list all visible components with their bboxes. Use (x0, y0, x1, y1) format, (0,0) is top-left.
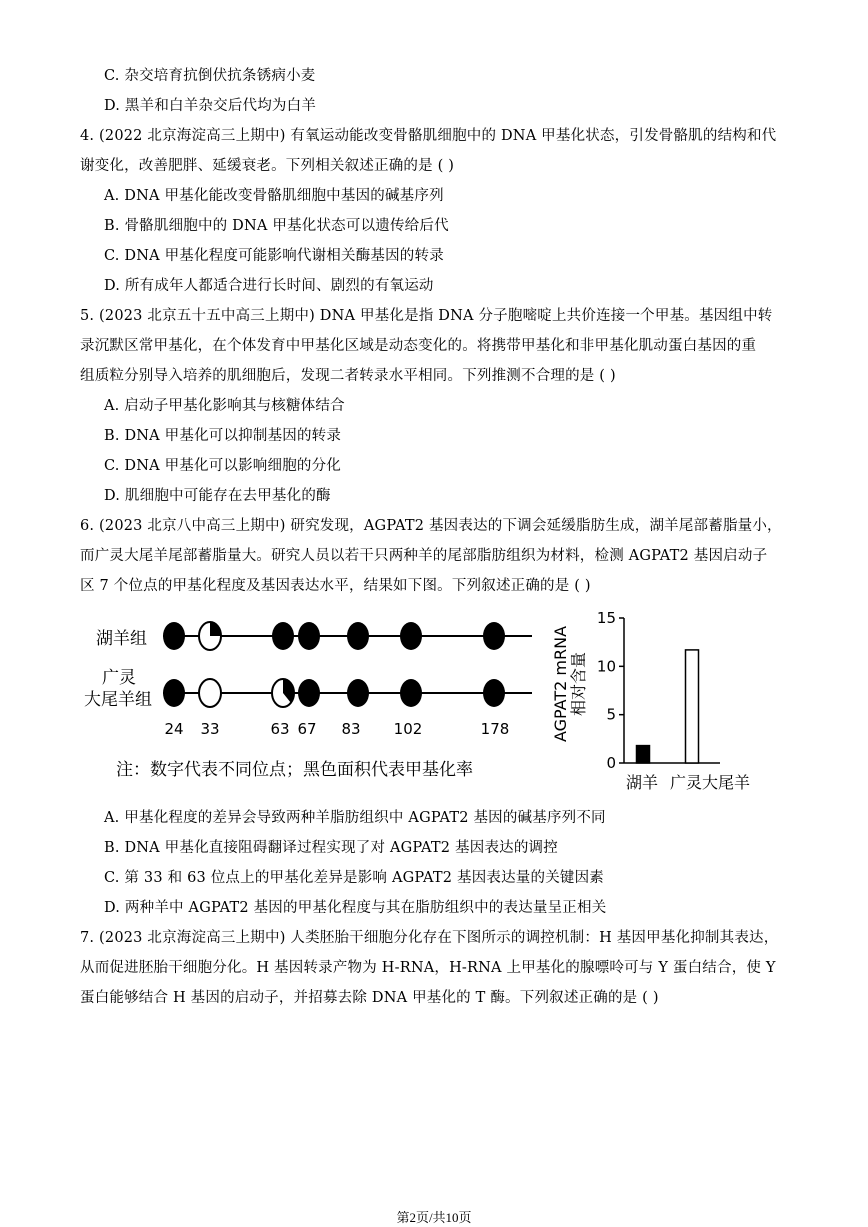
site-label-33: 33 (200, 720, 220, 738)
row2-site-67 (298, 679, 320, 707)
q6-stem-line2: 而广灵大尾羊尾部蓄脂量大。研究人员以若干只两种羊的尾部脂肪组织为材料，检测 AGPAT2 基因启动子 (80, 548, 768, 564)
q7-stem-line3: 蛋白能够结合 H 基因的启动子，并招募去除 DNA 甲基化的 T 酶。下列叙述正确的是 ( ) (80, 990, 659, 1006)
row2-site-33 (199, 679, 221, 707)
chart-ytick-label-1: 5 (606, 705, 616, 724)
chart-ytick-label-3: 15 (596, 609, 616, 627)
chart-ylabel-line1: AGPAT2 mRNA (551, 625, 570, 743)
q6-option-a: A. 甲基化程度的差异会导致两种羊脂肪组织中 AGPAT2 基因的碱基序列不同 (104, 810, 606, 826)
q5-option-a: A. 启动子甲基化影响其与核糖体结合 (104, 398, 345, 414)
row2-site-24 (163, 679, 185, 707)
site-label-83: 83 (341, 720, 361, 738)
q5-stem-line3: 组质粒分别导入培养的肌细胞后，发现二者转录水平相同。下列推测不合理的是 ( ) (80, 368, 616, 384)
row1-site-83 (347, 622, 369, 650)
row1-site-63 (272, 622, 294, 650)
row2-label-line1: 广灵 (102, 668, 136, 688)
row1-site-33 (199, 622, 221, 650)
site-label-178: 178 (480, 720, 510, 738)
q5-option-d: D. 肌细胞中可能存在去甲基化的酶 (104, 488, 331, 504)
chart-ytick-label-2: 10 (596, 657, 616, 676)
q5-stem-line1: 5. (2023 北京五十五中高三上期中) DNA 甲基化是指 DNA 分子胞嘧啶上共价连接一个甲基。基因组中转 (80, 308, 773, 324)
row2-label-line2: 大尾羊组 (84, 690, 152, 710)
chart-category-1: 广灵大尾羊 (669, 773, 751, 792)
row2-site-83 (347, 679, 369, 707)
q7-stem-line2: 从而促进胚胎干细胞分化。H 基因转录产物为 H-RNA，H-RNA 上甲基化的腺嘌呤可与 Y 蛋白结合，使 Y (80, 960, 776, 976)
q7-stem-line1: 7. (2023 北京海淀高三上期中) 人类胚胎干细胞分化存在下图所示的调控机制：H 基因甲基化抑制其表达， (80, 930, 779, 946)
row2-site-102 (400, 679, 422, 707)
row1-label: 湖羊组 (96, 629, 147, 649)
q5-option-c: C. DNA 甲基化可以影响细胞的分化 (104, 458, 341, 474)
q6-stem-line3: 区 7 个位点的甲基化程度及基因表达水平，结果如下图。下列叙述正确的是 ( ) (80, 578, 591, 594)
q4-option-c: C. DNA 甲基化程度可能影响代谢相关酶基因的转录 (104, 248, 444, 264)
q5-stem-line2: 录沉默区常甲基化，在个体发育中甲基化区域是动态变化的。将携带甲基化和非甲基化肌动蛋白基因的重 (80, 338, 757, 354)
q4-stem-line1: 4. (2022 北京海淀高三上期中) 有氧运动能改变骨骼肌细胞中的 DNA 甲基化状态，引发骨骼肌的结构和代 (80, 128, 777, 144)
site-label-67: 67 (297, 720, 317, 738)
site-label-24: 24 (164, 720, 184, 738)
site-label-102: 102 (393, 720, 423, 738)
figure-note: 注：数字代表不同位点；黑色面积代表甲基化率 (116, 760, 473, 780)
q4-option-b: B. 骨骼肌细胞中的 DNA 甲基化状态可以遗传给后代 (104, 218, 449, 234)
page-footer: 第2页/共10页 (396, 1210, 472, 1225)
row1-site-67 (298, 622, 320, 650)
q4-option-a: A. DNA 甲基化能改变骨骼肌细胞中基因的碱基序列 (104, 188, 444, 204)
chart-ytick-label-0: 0 (606, 754, 616, 772)
row1-site-178 (483, 622, 505, 650)
chart-bar-0 (637, 746, 650, 763)
q3-option-c: C. 杂交培育抗倒伏抗条锈病小麦 (104, 68, 316, 84)
chart-ylabel-line2: 相对含量 (569, 651, 588, 717)
q5-option-b: B. DNA 甲基化可以抑制基因的转录 (104, 428, 342, 444)
row2-site-178 (483, 679, 505, 707)
chart-category-0: 湖羊 (625, 773, 659, 792)
q4-stem-line2: 谢变化，改善肥胖、延缓衰老。下列相关叙述正确的是 ( ) (80, 158, 455, 174)
chart-bar-1 (686, 650, 699, 763)
site-label-63: 63 (270, 720, 290, 738)
q6-option-d: D. 两种羊中 AGPAT2 基因的甲基化程度与其在脂肪组织中的表达量呈正相关 (104, 900, 607, 916)
q6-figure (80, 600, 780, 800)
row1-site-102 (400, 622, 422, 650)
q6-stem-line1: 6. (2023 北京八中高三上期中) 研究发现，AGPAT2 基因表达的下调会延缓脂肪生成，湖羊尾部蓄脂量小， (80, 518, 782, 534)
q6-option-b: B. DNA 甲基化直接阻碍翻译过程实现了对 AGPAT2 基因表达的调控 (104, 840, 558, 856)
row1-site-24 (163, 622, 185, 650)
expression-chart (551, 609, 750, 792)
q6-option-c: C. 第 33 和 63 位点上的甲基化差异是影响 AGPAT2 基因表达量的关键因素 (104, 870, 605, 886)
q4-option-d: D. 所有成年人都适合进行长时间、剧烈的有氧运动 (104, 278, 434, 294)
q3-option-d: D. 黑羊和白羊杂交后代均为白羊 (104, 98, 317, 114)
row2-site-63 (272, 679, 294, 707)
